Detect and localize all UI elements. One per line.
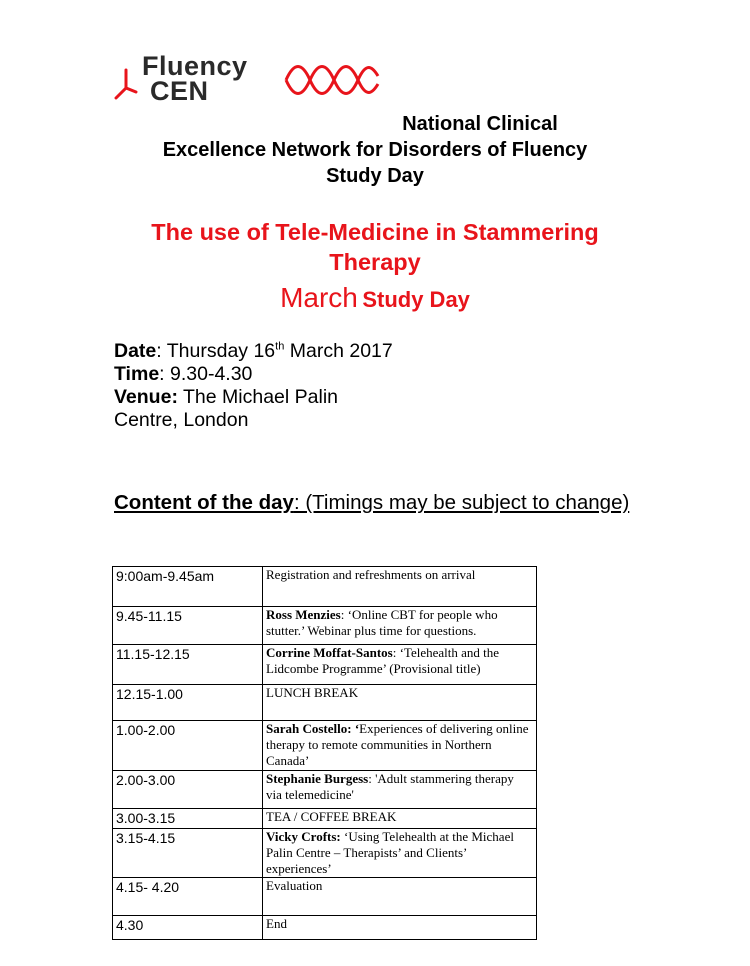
schedule-row [113, 567, 537, 607]
schedule-text: TEA / COFFEE BREAK [266, 809, 397, 824]
schedule-speaker: Vicky Crofts: [266, 829, 341, 844]
schedule-row [113, 878, 537, 916]
schedule-row [113, 809, 537, 829]
date-line [114, 340, 393, 363]
schedule-description [263, 685, 537, 721]
wave-icon [284, 64, 380, 96]
schedule-row [113, 916, 537, 940]
venue-line1: The Michael Palin [177, 386, 338, 408]
venue-line [114, 386, 393, 409]
schedule-speaker: Stephanie Burgess [266, 771, 369, 786]
schedule-time: 4.30 [113, 916, 263, 940]
network-line3: Study Day [326, 165, 424, 187]
content-note: : (Timings may be subject to change) [293, 491, 630, 514]
schedule-table [112, 566, 537, 940]
event-subtitle-suffix: Study Day [362, 287, 470, 312]
event-info [114, 340, 393, 432]
network-line1: National Clinical [402, 113, 558, 135]
logo-line1: Fluency [142, 51, 248, 81]
schedule-body [113, 567, 537, 940]
venue-line2: Centre, London [114, 409, 249, 431]
schedule-speaker: Sarah Costello: ‘ [266, 721, 360, 736]
schedule-description [263, 721, 537, 771]
schedule-text: : 'Adult stammering therapy via telemedicine' [266, 771, 514, 802]
event-title [100, 217, 650, 277]
schedule-description [263, 809, 537, 829]
schedule-time: 3.00-3.15 [113, 809, 263, 829]
event-title-line1: The use of Tele-Medicine in Stammering [151, 219, 599, 245]
schedule-time: 4.15- 4.20 [113, 878, 263, 916]
schedule-description [263, 916, 537, 940]
schedule-text: ‘Using Telehealth at the Michael Palin Centre – Therapists’ and Clients’ experiences’ [266, 829, 514, 876]
schedule-text: End [266, 916, 287, 931]
schedule-description [263, 829, 537, 878]
fluency-mark-icon [112, 68, 140, 100]
schedule-time: 3.15-4.15 [113, 829, 263, 878]
schedule-speaker: Ross Menzies [266, 607, 341, 622]
schedule-time: 9.45-11.15 [113, 607, 263, 645]
schedule-row [113, 829, 537, 878]
schedule-row [113, 645, 537, 685]
schedule-text: : ‘Online CBT for people who stutter.’ Webinar plus time for questions. [266, 607, 498, 638]
schedule-time: 2.00-3.00 [113, 771, 263, 809]
schedule-time: 12.15-1.00 [113, 685, 263, 721]
logo-wordmark [142, 51, 248, 106]
schedule-row [113, 771, 537, 809]
schedule-time: 9:00am-9.45am [113, 567, 263, 607]
schedule-time: 11.15-12.15 [113, 645, 263, 685]
date-label: Date [114, 340, 157, 362]
network-heading [100, 111, 650, 189]
schedule-text: LUNCH BREAK [266, 685, 359, 700]
content-heading [114, 490, 634, 515]
schedule-text: Experiences of delivering online therapy to remote communities in Northern Canada’ [266, 721, 529, 768]
schedule-row [113, 685, 537, 721]
schedule-text: Registration and refreshments on arrival [266, 567, 476, 582]
schedule-description [263, 878, 537, 916]
logo-line2: CEN [150, 76, 209, 106]
schedule-description [263, 567, 537, 607]
schedule-description [263, 607, 537, 645]
date-post: March 2017 [284, 340, 393, 362]
schedule-description [263, 771, 537, 809]
schedule-speaker: Corrine Moffat-Santos [266, 645, 393, 660]
date-pre: : Thursday 16 [156, 340, 276, 362]
fluency-cen-logo [112, 51, 382, 108]
schedule-text: : ‘Telehealth and the Lidcombe Programme’ (Provisional title) [266, 645, 500, 676]
venue-label: Venue: [114, 386, 178, 408]
time-label: Time [114, 363, 160, 385]
schedule-row [113, 721, 537, 771]
event-title-line2: Therapy [329, 249, 421, 275]
date-sup: th [275, 340, 285, 353]
schedule-text: Evaluation [266, 878, 323, 893]
schedule-time: 1.00-2.00 [113, 721, 263, 771]
event-subtitle [100, 282, 650, 319]
schedule-row [113, 607, 537, 645]
schedule-description [263, 645, 537, 685]
content-label: Content of the day [114, 491, 294, 514]
event-month: March [280, 282, 358, 313]
network-line2: Excellence Network for Disorders of Fluency [162, 139, 588, 161]
time-line [114, 363, 393, 386]
time-value: : 9.30-4.30 [159, 363, 253, 385]
